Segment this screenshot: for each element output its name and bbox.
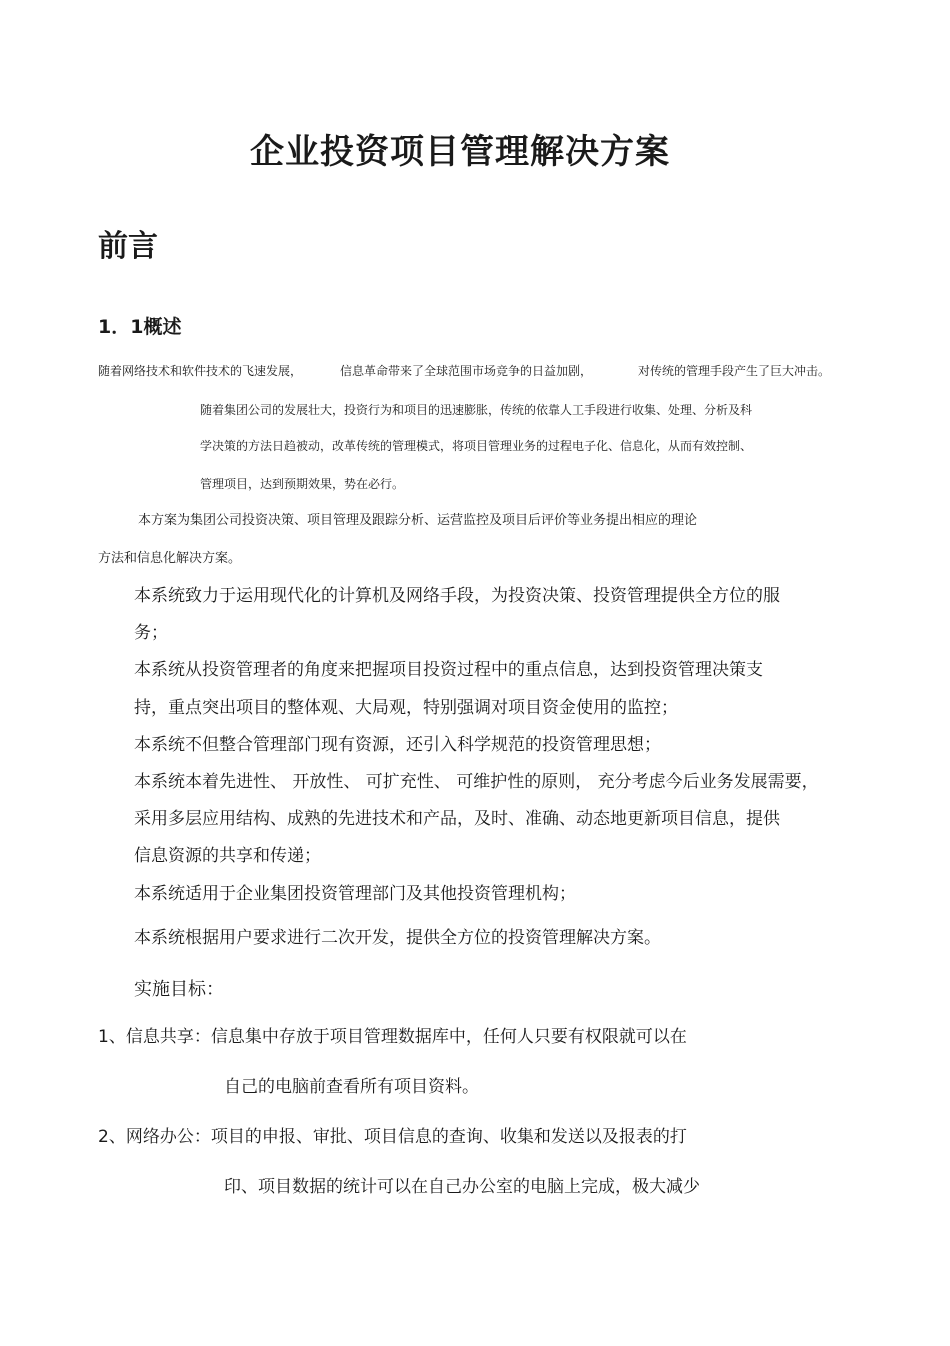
- feature-4-line-2: 采用多层应用结构、成熟的先进技术和产品，及时、准确、动态地更新项目信息，提供: [134, 809, 780, 829]
- intro-line-1c: 对传统的管理手段产生了巨大冲击。: [638, 364, 831, 378]
- plan-line-1: 本方案为集团公司投资决策、项目管理及跟踪分析、运营监控及项目后评价等业务提出相应的理论: [138, 513, 698, 528]
- feature-4-line-3: 信息资源的共享和传递；: [134, 846, 321, 866]
- feature-5-line-1: 本系统适用于企业集团投资管理部门及其他投资管理机构；: [134, 884, 576, 904]
- intro-line-2: 随着集团公司的发展壮大，投资行为和项目的迅速膨胀，传统的依靠人工手段进行收集、处理、分析及科: [200, 403, 753, 417]
- feature-2-line-1: 本系统从投资管理者的角度来把握项目投资过程中的重点信息，达到投资管理决策支: [134, 660, 763, 680]
- feature-1-line-1: 本系统致力于运用现代化的计算机及网络手段，为投资决策、投资管理提供全方位的服: [134, 586, 780, 606]
- section-heading-overview: 1．1概述: [98, 316, 182, 338]
- intro-line-1b: 信息革命带来了全球范围市场竞争的日益加剧，: [340, 364, 593, 378]
- feature-2-line-2: 持，重点突出项目的整体观、大局观，特别强调对项目资金使用的监控；: [134, 698, 678, 718]
- goal-1-line-2: 自己的电脑前查看所有项目资料。: [224, 1077, 479, 1097]
- document-title: 企业投资项目管理解决方案: [250, 132, 670, 172]
- goals-heading: 实施目标：: [134, 979, 224, 1000]
- intro-line-3: 学决策的方法日趋被动，改革传统的管理模式，将项目管理业务的过程电子化、信息化，从而有效控制、: [200, 439, 753, 453]
- feature-6-line-1: 本系统根据用户要求进行二次开发，提供全方位的投资管理解决方案。: [134, 928, 661, 948]
- intro-line-4: 管理项目，达到预期效果，势在必行。: [200, 477, 405, 491]
- intro-line-1a: 随着网络技术和软件技术的飞速发展，: [98, 364, 303, 378]
- goal-2-line-2: 印、项目数据的统计可以在自己办公室的电脑上完成，极大减少: [224, 1177, 700, 1197]
- goal-2-line-1: 2、网络办公：项目的申报、审批、项目信息的查询、收集和发送以及报表的打: [98, 1127, 687, 1147]
- plan-line-2: 方法和信息化解决方案。: [98, 551, 242, 566]
- preface-heading: 前言: [98, 229, 158, 264]
- feature-4-line-1: 本系统本着先进性、 开放性、 可扩充性、 可维护性的原则， 充分考虑今后业务发展需要，: [134, 772, 819, 792]
- feature-1-line-2: 务；: [134, 623, 168, 643]
- feature-3-line-1: 本系统不但整合管理部门现有资源，还引入科学规范的投资管理思想；: [134, 735, 661, 755]
- goal-1-line-1: 1、信息共享：信息集中存放于项目管理数据库中，任何人只要有权限就可以在: [98, 1027, 687, 1047]
